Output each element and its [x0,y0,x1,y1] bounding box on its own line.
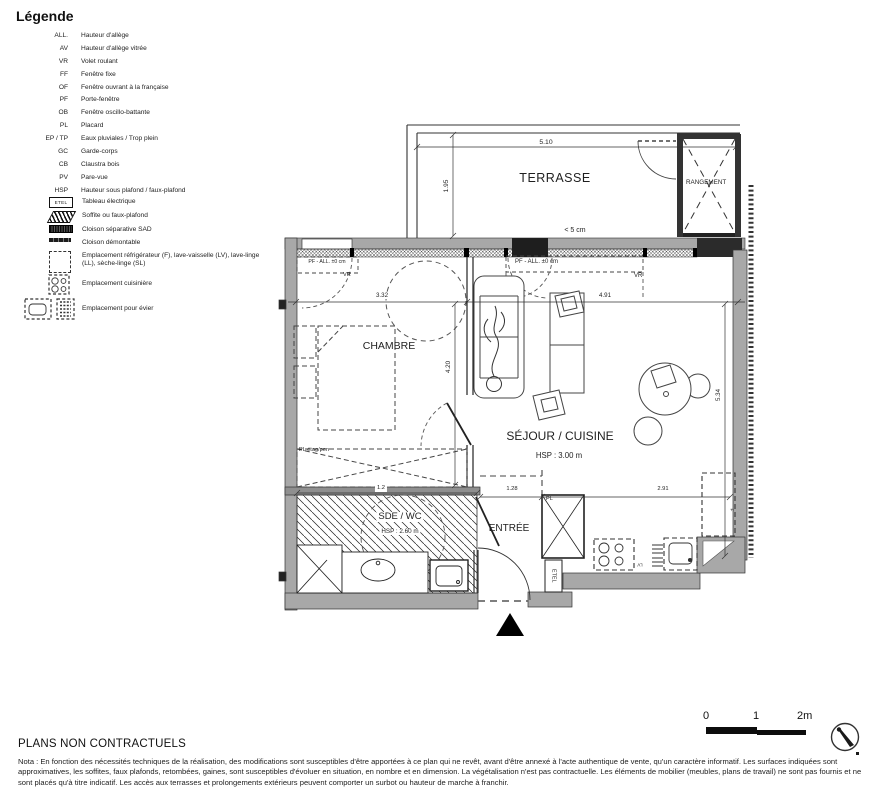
facade-wall [285,238,745,257]
footer-title: PLANS NON CONTRACTUELS [18,738,186,750]
dim-4-20: 4.20 [444,360,452,374]
refrigerateur-icon [49,251,71,273]
entrance-arrow [496,613,524,636]
sofa [474,276,524,398]
legend [16,8,276,312]
room-label-chambre: CHAMBRE [362,340,416,352]
legend-symbol-etel: ETEL Tableau électrique [16,197,276,209]
cloison-demontable-icon [49,238,71,242]
legend-item: VR Volet roulant [58,57,118,65]
vr-label-sejour: VR [634,273,643,279]
hsp-label-sde: HSP : 2.60 m [381,528,419,535]
legend-symbol-cuisiniere: Emplacement cuisinière [16,274,276,296]
dim-2-91: 2.91 [657,486,669,492]
sde-room [297,495,478,593]
fridge-emplacement [702,473,735,536]
etel-label: ETEL [550,569,557,583]
scalebar-zero: 0 [703,710,710,722]
etel-icon: ETEL [49,197,73,208]
scalebar-two: 2m [797,710,813,722]
footer-nota: Nota : En fonction des nécessités techniques de la réalisation, des modifications sont susceptibles d'être apportées à ce plan qui ne revêt, avant d'être annexé à l'acte authentique de vente, qu'un caractère informatif. Les surfaces indiquées sont approximatives, les soffites, faux plafonds, retombées, gaines, sont susceptibles d'évoluer en situation, en nombre et en dimension. La végétalisation n'est pas contractuelle. Les éléments de mobilier (meubles, plans de travail) ne sont pas fournis et ne sont placés qu'à titre indicatif. Les accès aux terrasses et prolongements extérieurs peuvent comporter un surbot ou hauteur de marche à franchir. [18,757,862,787]
legend-symbol-sad: Cloison séparative SAD [16,225,276,237]
legend-item: CB Claustra bois [58,160,120,168]
scalebar-segment-2 [757,730,806,735]
hsp-label-sejour: HSP : 3.00 m [535,451,583,460]
legend-symbol-demontable: Cloison démontable [16,238,276,250]
soffite-icon [47,211,76,223]
window-label-sejour: PF - ALL. ±0 cm [515,259,558,265]
dim-5-34: 5.34 [714,388,722,402]
scalebar-segment-1 [706,727,757,734]
legend-item: OF Fenêtre ouvrant à la française [58,83,169,91]
partition-chambre-sejour [467,257,473,487]
coffee-table [550,291,584,393]
dim-5-10: 5.10 [539,139,553,146]
cloison-sad-icon [49,225,73,233]
placard-chambre [297,449,467,487]
legend-symbol-evier: Emplacement pour évier [16,298,276,322]
chambre-door [421,403,471,446]
evier-icon [24,298,80,321]
legend-item: FF Fenêtre fixe [59,70,116,78]
lv-label: LV [637,562,643,568]
pouf [533,390,565,420]
window-label-chambre: PF - ALL. ±0 cm [308,259,346,265]
room-label-terrasse: TERRASSE [519,171,591,185]
legend-item: PF Porte-fenêtre [59,96,120,104]
north-compass-icon [828,720,868,762]
threshold-label: < 5 cm [564,227,586,234]
legend-item: PL Placard [59,122,104,130]
fridge-label: F [728,508,734,512]
legend-item: HSP Hauteur sous plafond / faux-plafond [54,186,186,194]
dim-1-2: 1.2 [376,485,386,491]
legend-item: EP / TP Eaux pluviales / Trop plein [45,135,158,143]
entrance-door [478,548,530,601]
scalebar-one: 1 [753,710,760,722]
placard-label-entree: PL [546,496,553,502]
dim-1-28: 1.28 [506,486,518,492]
legend-item: AV Hauteur d'allège vitrée [59,44,147,52]
room-label-sejour: SÉJOUR / CUISINE [506,429,614,443]
dining-set [634,363,710,445]
sejour-furniture [474,276,710,445]
cuisiniere-icon [48,274,71,296]
dim-1-95: 1.95 [442,179,450,193]
legend-item: OB Fenêtre oscillo-battante [58,109,150,117]
legend-symbol-refrigerateur: Emplacement réfrigérateur (F), lave-vaisselle (LV), lave-linge (LL), sèche-linge (SL) [16,251,276,275]
legend-item: GC Garde-corps [58,148,118,156]
legend-item: ALL. Hauteur d'allège [54,32,129,39]
dim-3-32: 3.32 [375,292,389,299]
vr-label-chambre: VR [343,272,351,278]
placard-label-chambre: PL étag/pen [299,447,329,453]
legend-item: PV Pare-vue [59,173,108,181]
room-label-entree: ENTRÉE [488,523,530,534]
room-label-sde: SDE / WC [378,511,422,522]
dim-4-91: 4.91 [598,292,612,299]
sde-door [476,497,499,546]
legend-symbol-soffite: Soffite ou faux-plafond [16,211,276,224]
room-label-rangement: RANGEMENT [686,179,727,186]
legend-title: Légende [16,8,74,24]
